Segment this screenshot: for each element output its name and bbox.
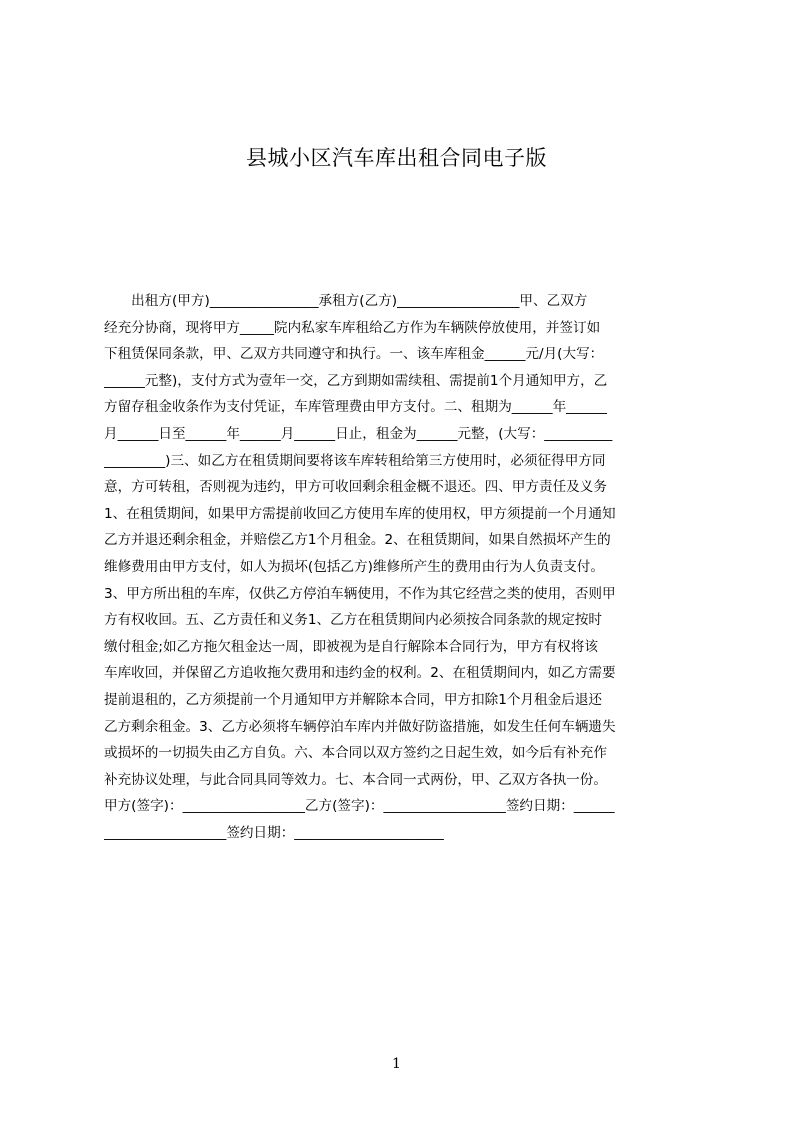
text-line: 月______日至______年______月______日止，租金为______元整，(大写：__________: [104, 425, 613, 442]
contract-body: [104, 288, 698, 846]
signature-line: __________________签约日期：______________________: [104, 824, 444, 841]
text-line: 方留存租金收条作为支付凭证，车库管理费由甲方支付。二、租期为______年______: [104, 399, 607, 416]
text-line: 车库收回，并保留乙方追收拖欠费用和违约金的权利。2、在租赁期间内，如乙方需要: [104, 665, 616, 682]
text-line: 出租方(甲方)________________承租方(乙方)__________________甲、乙双方: [104, 293, 588, 309]
text-line: 1、在租赁期间，如果甲方需提前收回乙方使用车库的使用权，甲方须提前一个月通知: [104, 505, 616, 522]
text-line: 补充协议处理，与此合同具同等效力。七、本合同一式两份，甲、乙双方各执一份。: [104, 771, 607, 788]
text-line: 方有权收回。五、乙方责任和义务1、乙方在租赁期间内必须按合同条款的规定按时: [104, 612, 603, 629]
text-line: ______元整)，支付方式为壹年一交，乙方到期如需续租、需提前1个月通知甲方，乙: [104, 372, 608, 389]
text-line: _________)三、如乙方在租赁期间要将该车库转租给第三方使用时，必须征得甲方同: [104, 452, 606, 469]
text-line: 3、甲方所出租的车库，仅供乙方停泊车辆使用，不作为其它经营之类的使用，否则甲: [104, 585, 616, 602]
text-line: 缴付租金;如乙方拖欠租金达一周，即被视为是自行解除本合同行为，甲方有权将该: [104, 638, 598, 655]
text-line: 意，方可转租，否则视为违约，甲方可收回剩余租金概不退还。四、甲方责任及义务: [104, 479, 607, 496]
page-number: 1: [392, 1056, 401, 1072]
document-title: 县城小区汽车库出租合同电子版: [246, 146, 547, 170]
signature-line: 甲方(签字)：__________________乙方(签字)：__________________签约日期：______: [104, 798, 615, 815]
text-line: 乙方并退还剩余租金，并赔偿乙方1个月租金。2、在租赁期间，如果自然损坏产生的: [104, 532, 611, 549]
text-line: 或损坏的一切损失由乙方自负。六、本合同以双方签约之日起生效，如今后有补充作: [104, 745, 607, 762]
text-line: 下租赁保同条款，甲、乙双方共同遵守和执行。一、该车库租金______元/月(大写：: [104, 346, 604, 363]
text-line: 提前退租的，乙方须提前一个月通知甲方并解除本合同，甲方扣除1个月租金后退还: [104, 691, 603, 708]
text-line: 经充分协商，现将甲方_____院内私家车库租给乙方作为车辆陕停放使用，并签订如: [104, 319, 601, 336]
text-line: 乙方剩余租金。3、乙方必须将车辆停泊车库内并做好防盗措施，如发生任何车辆遗失: [104, 718, 616, 735]
text-line: 维修费用由甲方支付，如人为损坏(包括乙方)维修所产生的费用由行为人负责支付。: [104, 558, 604, 575]
